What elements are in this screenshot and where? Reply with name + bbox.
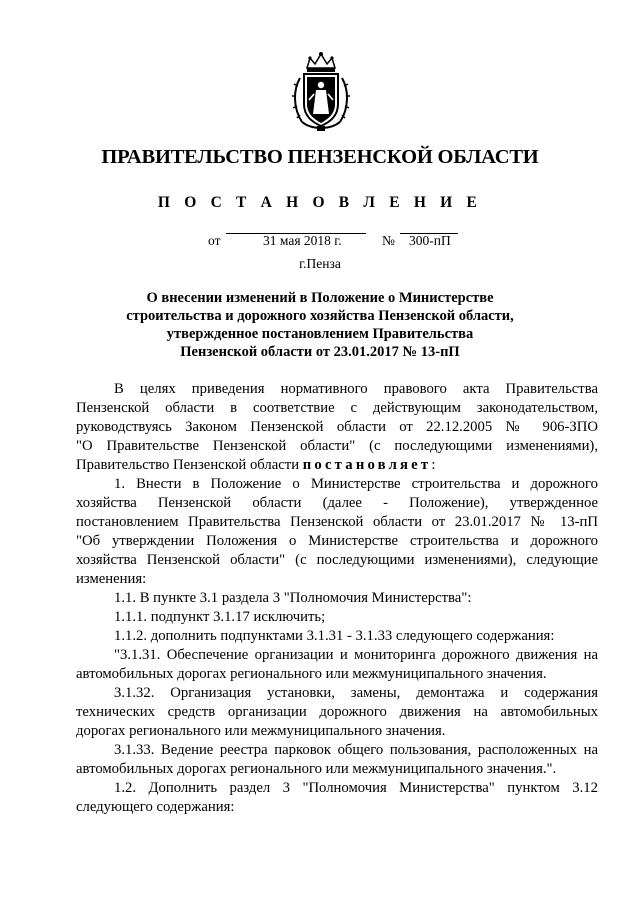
body-line: 3.1.33. Ведение реестра парковок общего пользования, расположенных на [114,742,598,758]
body-line: хозяйства Пензенской области" (с последующими изменениями), следующие [76,552,598,568]
subject-line: Пензенской области от 23.01.2017 № 13-пП [180,344,460,360]
city: г.Пенза [299,256,341,271]
document-subject [120,289,520,361]
body-line: 1.1.1. подпункт 3.1.17 исключить; [114,609,326,625]
body-line: "Об утверждении Положения о Министерстве строительства и дорожного [76,533,598,549]
body-line: 3.1.32. Организация установки, замены, демонтажа и содержания [114,685,598,701]
body-text: Правительство Пензенской области [76,457,303,473]
body-line: Пензенской области в соответствие с действующим законодательством, [76,400,598,416]
body-line: автомобильных дорогах регионального или межмуниципального значения.". [76,761,557,777]
body-line: изменения: [76,571,147,587]
body-line: руководствуясь Законом Пензенской области от 22.12.2005 № 906-ЗПО [76,419,598,435]
document-date: 31 мая 2018 г. [263,233,342,248]
penza-region-coat-of-arms-icon [290,50,352,132]
decree-word: постановляет [302,457,432,473]
number-sign: № [382,233,395,248]
body-line: следующего содержания: [76,799,235,815]
body-line: постановлением Правительства Пензенской области от 23.01.2017 № 13-пП [76,514,598,530]
body-line: дорогах регионального или межмуниципального значения. [76,723,446,739]
body-line: В целях приведения нормативного правового акта Правительства [114,381,598,397]
body-line: 1.1.2. дополнить подпунктами 3.1.31 - 3.1.33 следующего содержания: [114,628,555,644]
government-title: ПРАВИТЕЛЬСТВО ПЕНЗЕНСКОЙ ОБЛАСТИ [101,146,539,168]
subject-line: утвержденное постановлением Правительства [166,326,474,342]
document-number: 300-пП [409,233,451,248]
document-type: П О С Т А Н О В Л Е Н И Е [157,194,483,211]
body-line: "О Правительстве Пензенской области" (с последующими изменениями), [76,438,598,454]
body-line: 1.1. В пункте 3.1 раздела 3 "Полномочия Министерства": [114,590,472,606]
date-prefix: от [208,233,221,248]
subject-line: строительства и дорожного хозяйства Пензенской области, [126,308,514,324]
body-line: 1.2. Дополнить раздел 3 "Полномочия Министерства" пунктом 3.12 [114,780,598,796]
body-line [76,456,598,474]
body-line: технических средств организации дорожного движения на автомобильных [76,704,598,720]
body-line: автомобильных дорогах регионального или межмуниципального значения. [76,666,547,682]
body-line: "3.1.31. Обеспечение организации и мониторинга дорожного движения на [114,647,598,663]
body-line: хозяйства Пензенской области (далее - Положение), утвержденное [76,495,598,511]
body-text: : [431,457,436,473]
body-line: 1. Внести в Положение о Министерстве строительства и дорожного [114,476,598,492]
date-number-line [0,233,640,249]
subject-line: О внесении изменений в Положение о Министерстве [146,290,494,306]
